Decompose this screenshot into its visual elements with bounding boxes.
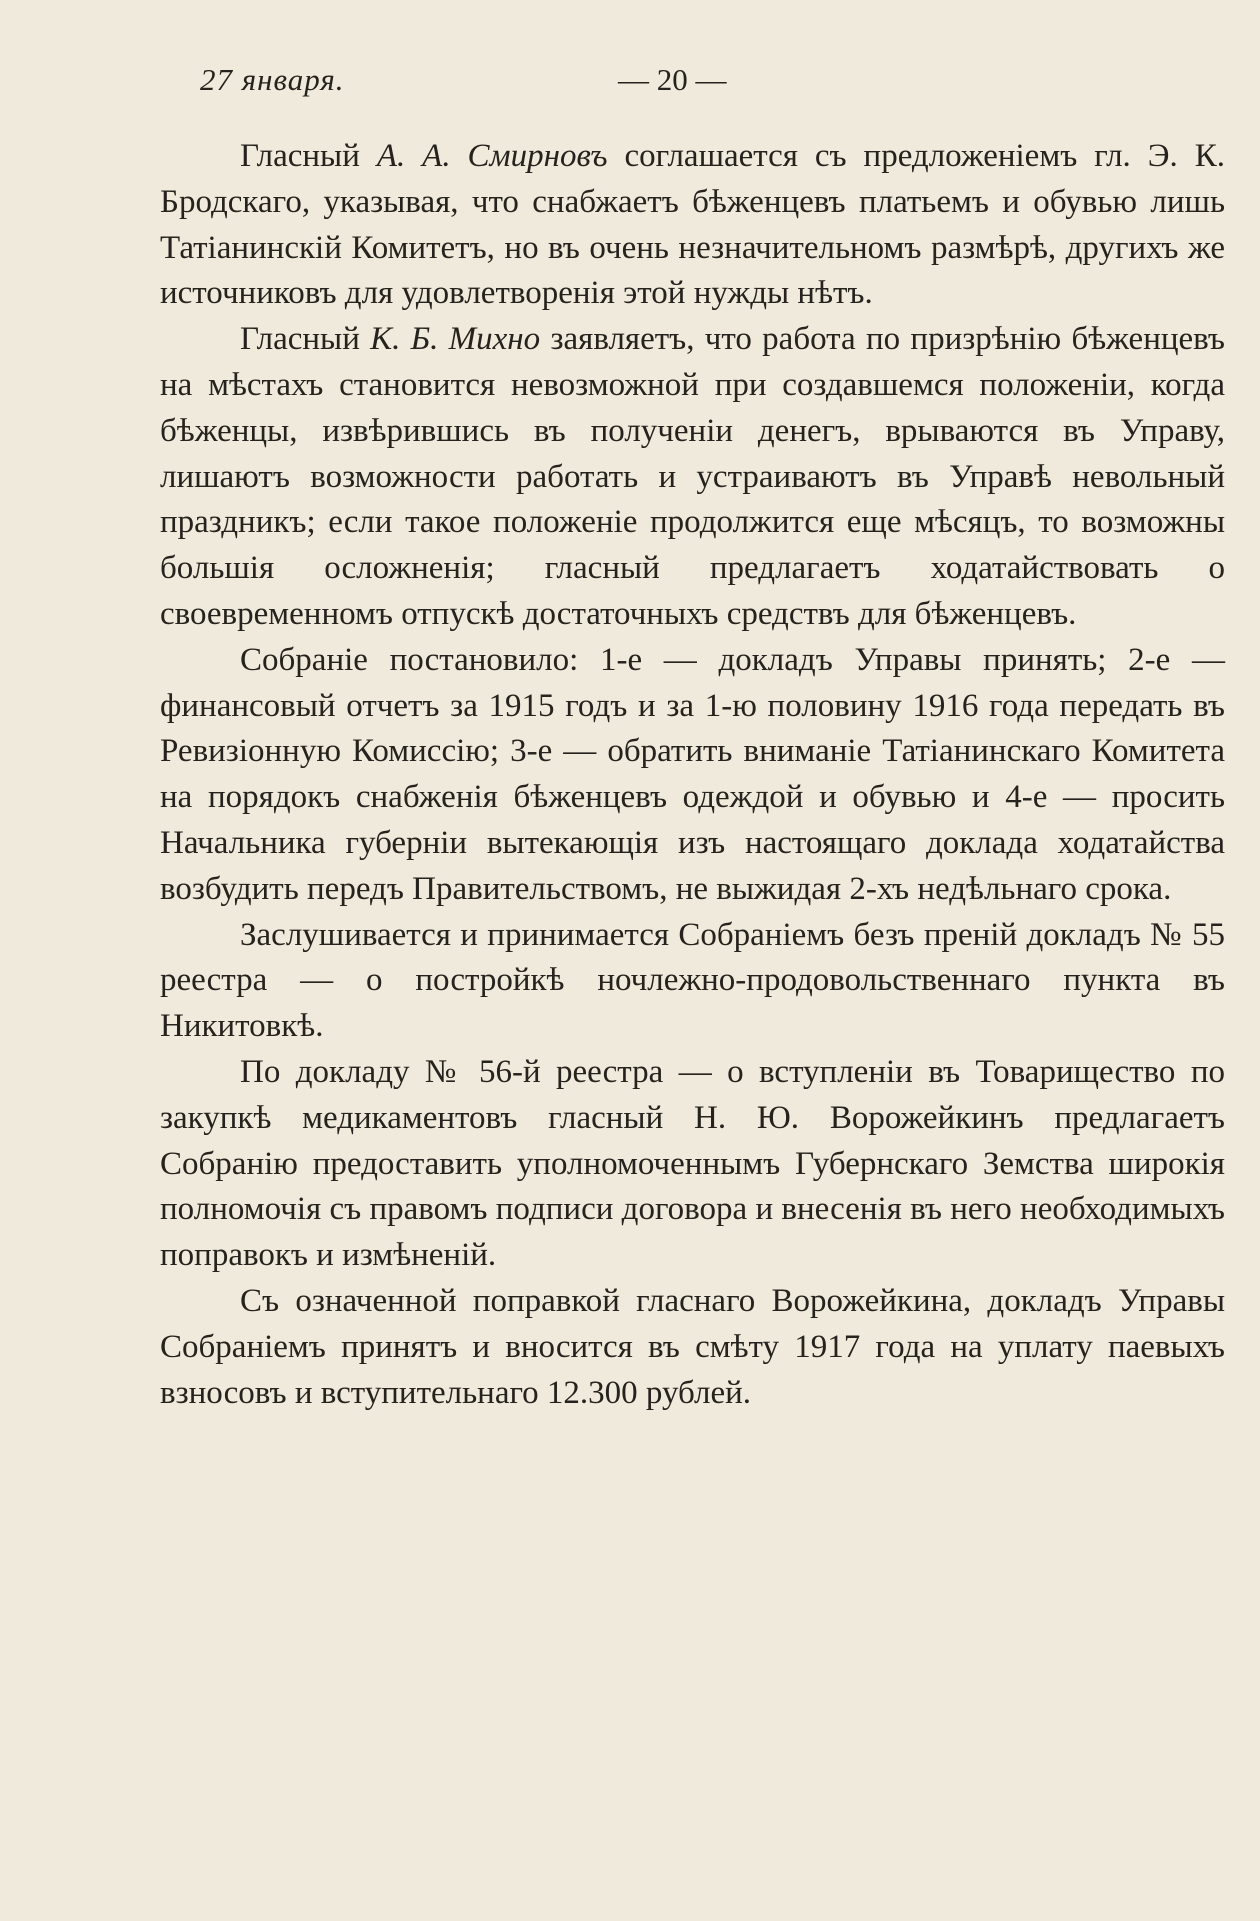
paragraph-report-56 <box>160 1050 1225 1279</box>
paragraph-lead: Гласный <box>240 138 377 174</box>
document-body <box>160 134 1225 1416</box>
page-header <box>200 62 760 112</box>
paragraph-report-55 <box>160 913 1225 1050</box>
paragraph-text: Съ означенной поправкой гласнаго Ворожейкина, докладъ Управы Собраніемъ принятъ и вносится въ смѣту 1917 года на уплату паевыхъ взносовъ и вступительнаго 12.300 рублей. <box>160 1282 1225 1411</box>
paragraph-text: Заслушивается и принимается Собраніемъ безъ преній докладъ № 55 реестра — о постройкѣ ночлежно-продовольственнаго пункта въ Никитовкѣ. <box>160 916 1225 1045</box>
paragraph-amendment <box>160 1279 1225 1416</box>
header-date: 27 января. <box>200 62 345 97</box>
paragraph-text: Собраніе постановило: 1-е — докладъ Управы принять; 2-е — финансовый отчетъ за 1915 годъ и за 1-ю половину 1916 года передать въ Ревизіонную Комиссію; 3-е — обратить вниманіе Татіанинскаго Комитета на порядокъ снабженія бѣженцевъ одеждой и обувью и 4-е — просить Начальника губерніи вытекающія изъ настоящаго доклада ходатайства возбудить передъ Правительствомъ, не выжидая 2-хъ недѣльнаго срока. <box>160 641 1225 907</box>
paragraph-smirnov <box>160 134 1225 317</box>
paragraph-mikhno <box>160 317 1225 638</box>
paragraph-text: заявляетъ, что работа по призрѣнію бѣженцевъ на мѣстахъ становится невозможной при создавшемся положеніи, когда бѣженцы, извѣрившись въ полученіи денегъ, врываются въ Управу, лишаютъ возможности работать и устраиваютъ въ Управѣ невольный праздникъ; если такое положеніе продолжится еще мѣсяцъ, то возможны большія осложненія; гласный предлагаетъ ходатайствовать о своевременномъ отпускѣ достаточныхъ средствъ для бѣженцевъ. <box>160 321 1225 632</box>
paragraph-lead: Гласный <box>240 321 371 358</box>
speaker-name: А. А. Смирновъ <box>376 138 608 174</box>
paragraph-resolution <box>160 638 1225 913</box>
speaker-name: К. Б. Михно <box>370 321 541 358</box>
page-number: — 20 — <box>618 62 727 97</box>
paragraph-text: По докладу № 56-й реестра — о вступленіи въ Товарищество по закупкѣ медикаментовъ гласный Н. Ю. Ворожейкинъ предлагаетъ Собранію предоставить уполномоченнымъ Губернскаго Земства широкія полномочія съ правомъ подписи договора и внесенія въ него необходимыхъ поправокъ и измѣненій. <box>160 1053 1225 1274</box>
paragraph-text: соглашается съ предложеніемъ гл. Э. К. Бродскаго, указывая, что снабжаетъ бѣженцевъ платьемъ и обувью лишь Татіанинскій Комитетъ, но въ очень незначительномъ размѣрѣ, другихъ же источниковъ для удовлетворенія этой нужды нѣтъ. <box>160 138 1226 312</box>
